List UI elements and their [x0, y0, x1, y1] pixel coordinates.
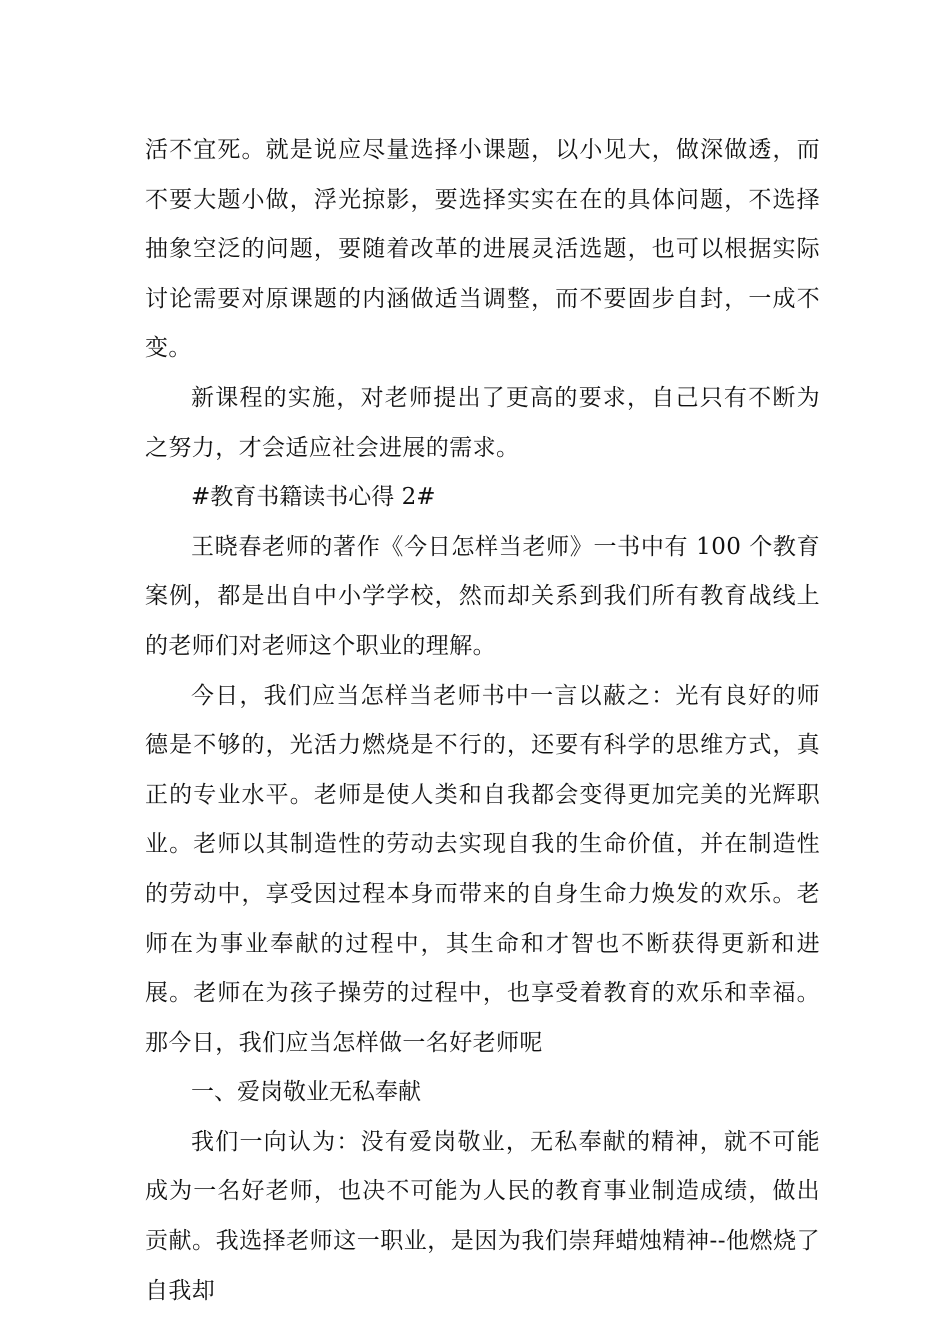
document-body — [145, 126, 820, 1316]
paragraph: 我们一向认为：没有爱岗敬业，无私奉献的精神，就不可能成为一名好老师，也决不可能为人民的教育事业制造成绩，做出贡献。我选择老师这一职业，是因为我们崇拜蜡烛精神--他燃烧了自我却 — [145, 1128, 820, 1304]
section-heading: #教育书籍读书心得 2# — [191, 484, 436, 511]
paragraph: 新课程的实施，对老师提出了更高的要求，自己只有不断为之努力，才会适应社会进展的需求。 — [145, 384, 820, 461]
subsection-heading: 一、爱岗敬业无私奉献 — [191, 1079, 421, 1106]
paragraph-continued: 活不宜死。就是说应尽量选择小课题，以小见大，做深做透，而不要大题小做，浮光掠影，要选择实实在在的具体问题，不选择抽象空泛的问题，要随着改革的进展灵活选题，也可以根据实际讨论需要对原课题的内涵做适当调整，而不要固步自封，一成不变。 — [145, 137, 820, 362]
paragraph: 今日，我们应当怎样当老师书中一言以蔽之：光有良好的师德是不够的，光活力燃烧是不行的，还要有科学的思维方式，真正的专业水平。老师是使人类和自我都会变得更加完美的光辉职业。老师以其制造性的劳动去实现自我的生命价值，并在制造性的劳动中，享受因过程本身而带来的自身生命力焕发的欢乐。老师在为事业奉献的过程中，其生命和才智也不断获得更新和进展。老师在为孩子操劳的过程中，也享受着教育的欢乐和幸福。那今日，我们应当怎样做一名好老师呢 — [145, 682, 820, 1056]
paragraph: 王晓春老师的著作《今日怎样当老师》一书中有 100 个教育案例，都是出自中小学学校，然而却关系到我们所有教育战线上的老师们对老师这个职业的理解。 — [145, 533, 820, 659]
